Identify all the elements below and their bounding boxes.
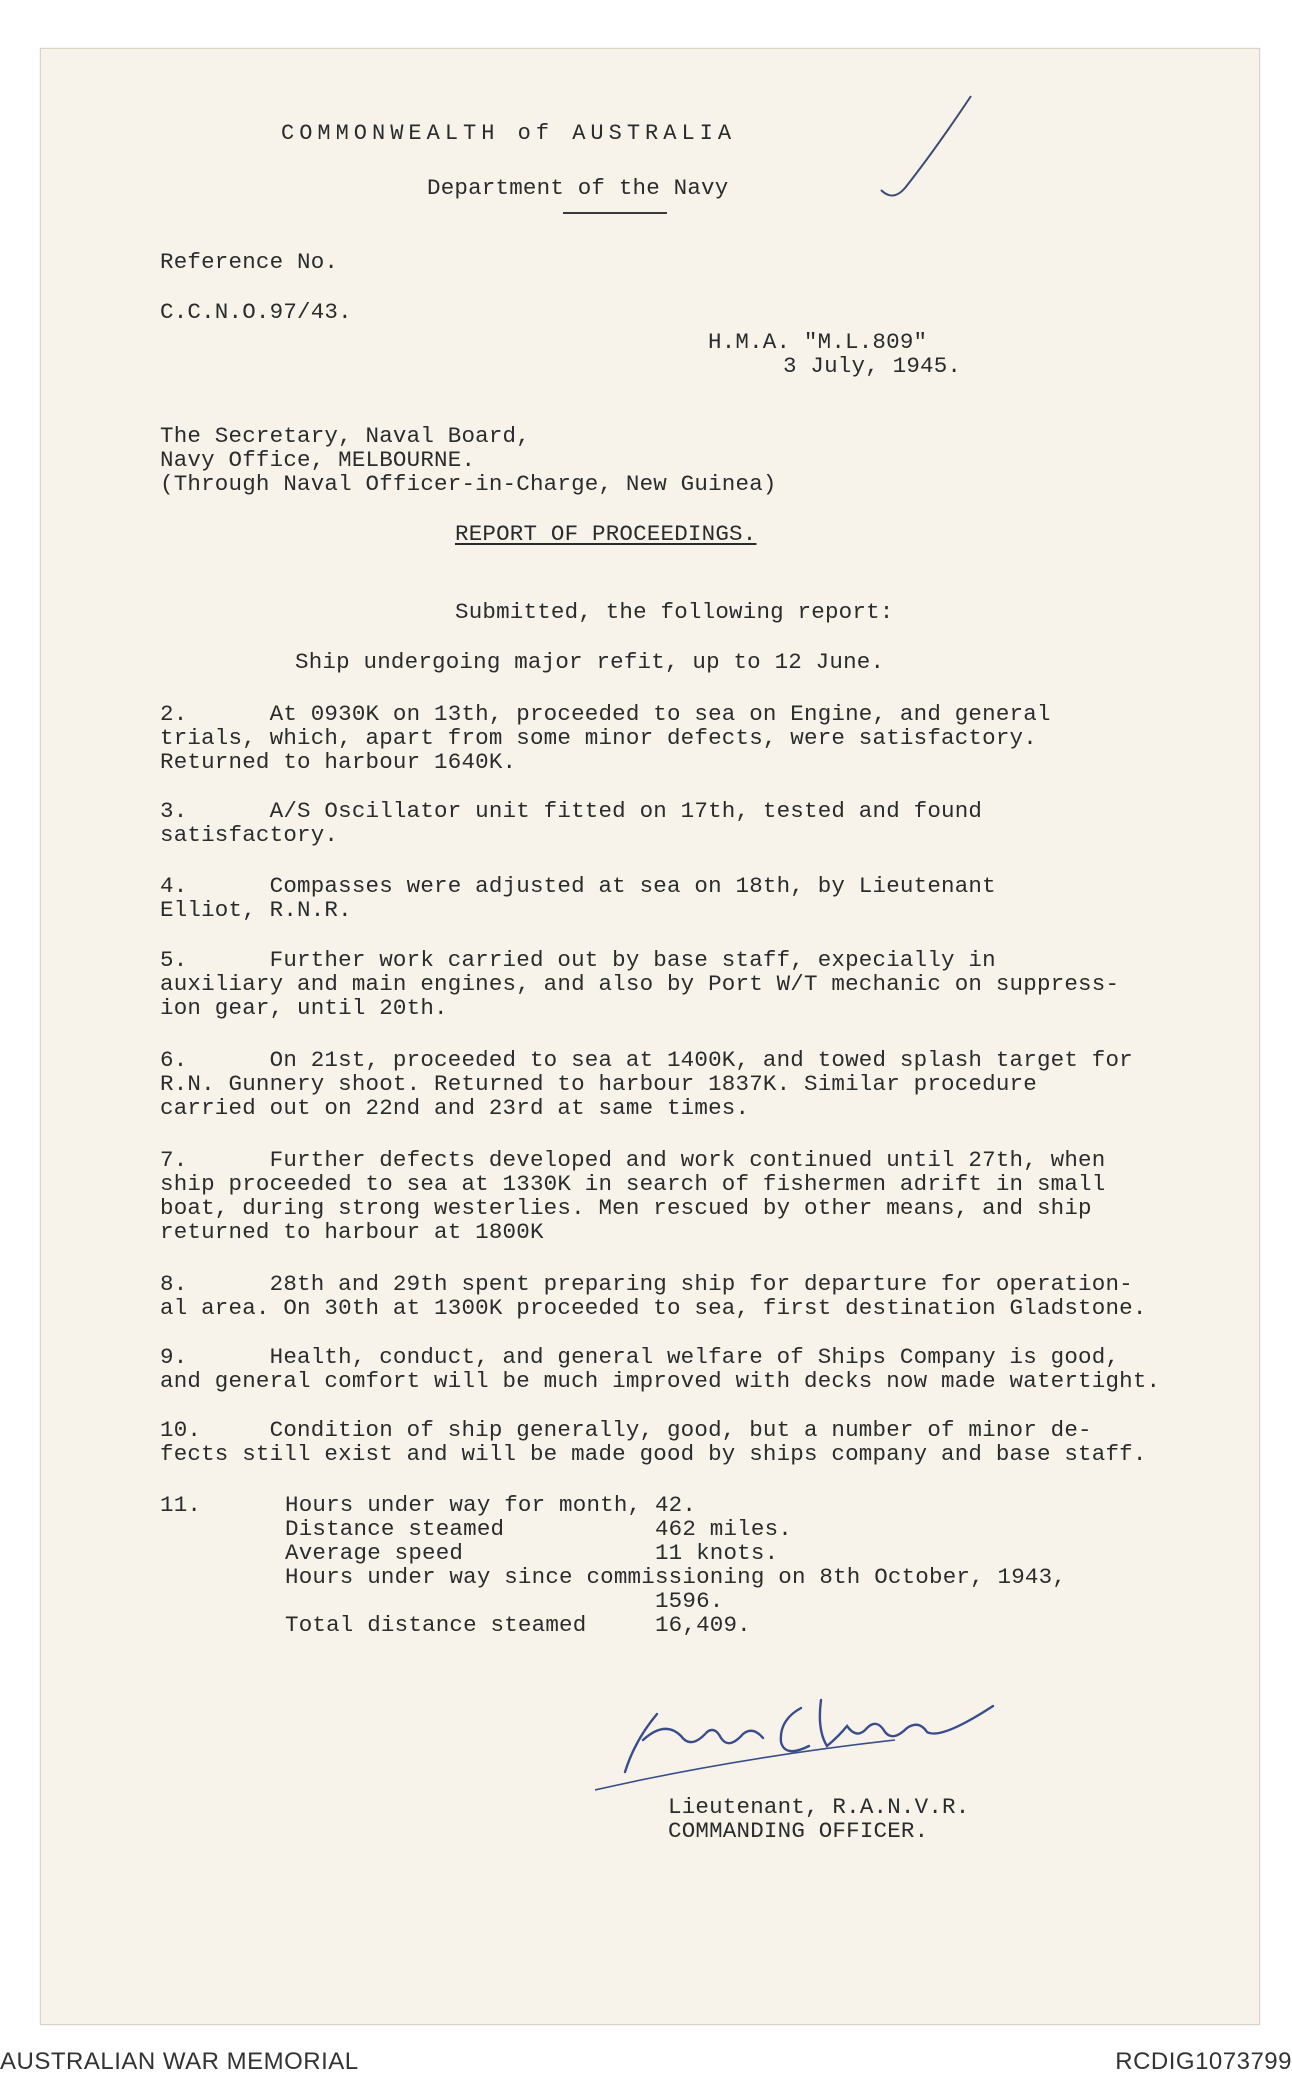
paragraph-5-line: auxiliary and main engines, and also by Port W/T mechanic on suppress-	[160, 971, 1120, 997]
reference-label: Reference No.	[160, 249, 339, 275]
stats-line: Average speed 11 knots.	[285, 1540, 779, 1566]
paragraph-4-line: Elliot, R.N.R.	[160, 897, 352, 923]
paragraph-10-line: 10. Condition of ship generally, good, but a number of minor de-	[160, 1417, 1092, 1443]
paragraph-5-line: 5. Further work carried out by base staff, expecially in	[160, 947, 996, 973]
header-divider	[563, 212, 667, 214]
signatory-role: COMMANDING OFFICER.	[668, 1818, 929, 1844]
address-line-3: (Through Naval Officer-in-Charge, New Guinea)	[160, 471, 777, 497]
address-line-1: The Secretary, Naval Board,	[160, 423, 530, 449]
paragraph-10-line: fects still exist and will be made good by ships company and base staff.	[160, 1441, 1147, 1467]
paragraph-2-line: trials, which, apart from some minor defects, were satisfactory.	[160, 725, 1037, 751]
paragraph-7-line: 7. Further defects developed and work continued until 27th, when	[160, 1147, 1106, 1173]
submitted-line: Submitted, the following report:	[455, 599, 894, 625]
paragraph-7-line: ship proceeded to sea at 1330K in search of fishermen adrift in small	[160, 1171, 1106, 1197]
address-line-2: Navy Office, MELBOURNE.	[160, 447, 476, 473]
paragraph-3-line: satisfactory.	[160, 822, 339, 848]
check-mark-icon	[875, 90, 985, 210]
reference-number: C.C.N.O.97/43.	[160, 299, 352, 325]
footer-id: RCDIG1073799	[1115, 2048, 1292, 2075]
paragraph-8-line: 8. 28th and 29th spent preparing ship for departure for operation-	[160, 1271, 1133, 1297]
paragraph-6-line: R.N. Gunnery shoot. Returned to harbour 1837K. Similar procedure	[160, 1071, 1037, 1097]
paragraph-7-line: boat, during strong westerlies. Men rescued by other means, and ship	[160, 1195, 1092, 1221]
header-commonwealth: COMMONWEALTH of AUSTRALIA	[281, 121, 737, 146]
paragraph-7-line: returned to harbour at 1800K	[160, 1219, 544, 1245]
report-date: 3 July, 1945.	[783, 353, 962, 379]
paragraph-6-line: carried out on 22nd and 23rd at same times.	[160, 1095, 750, 1121]
stats-number: 11.	[160, 1492, 202, 1518]
paragraph-1: Ship undergoing major refit, up to 12 June.	[295, 649, 885, 675]
handwritten-signature	[595, 1680, 1015, 1800]
paragraph-3-line: 3. A/S Oscillator unit fitted on 17th, tested and found	[160, 798, 983, 824]
stats-line: Hours under way for month, 42.	[285, 1492, 697, 1518]
paragraph-9-line: 9. Health, conduct, and general welfare of Ships Company is good,	[160, 1344, 1120, 1370]
paragraph-9-line: and general comfort will be much improved with decks now made watertight.	[160, 1368, 1161, 1394]
signatory-rank: Lieutenant, R.A.N.V.R.	[668, 1794, 970, 1820]
paragraph-8-line: al area. On 30th at 1300K proceeded to sea, first destination Gladstone.	[160, 1295, 1147, 1321]
paragraph-5-line: ion gear, until 20th.	[160, 995, 448, 1021]
paragraph-6-line: 6. On 21st, proceeded to sea at 1400K, and towed splash target for	[160, 1047, 1133, 1073]
report-title: REPORT OF PROCEEDINGS.	[455, 521, 757, 547]
header-department: Department of the Navy	[427, 175, 729, 201]
stats-line: Hours under way since commissioning on 8th October, 1943,	[285, 1564, 1067, 1590]
paragraph-2-line: Returned to harbour 1640K.	[160, 749, 517, 775]
paragraph-2-line: 2. At 0930K on 13th, proceeded to sea on Engine, and general	[160, 701, 1051, 727]
footer-source: AUSTRALIAN WAR MEMORIAL	[0, 2048, 359, 2075]
stats-line: 1596.	[285, 1588, 724, 1614]
stats-line: Total distance steamed 16,409.	[285, 1612, 751, 1638]
paragraph-4-line: 4. Compasses were adjusted at sea on 18th, by Lieutenant	[160, 873, 996, 899]
stats-line: Distance steamed 462 miles.	[285, 1516, 792, 1542]
vessel-name: H.M.A. "M.L.809"	[708, 329, 928, 355]
